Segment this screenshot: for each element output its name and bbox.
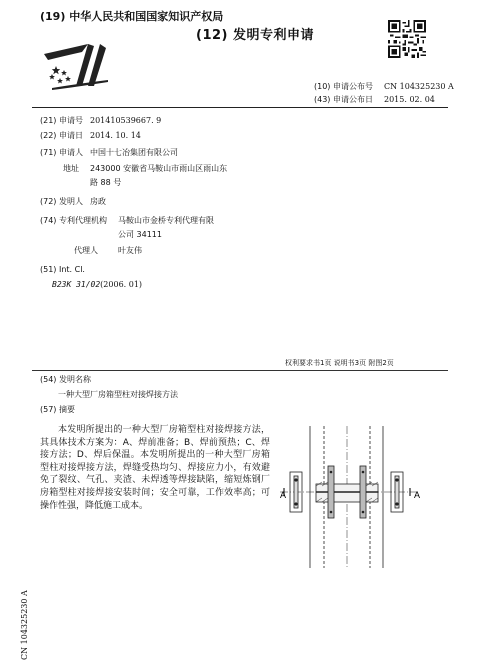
qr-code xyxy=(388,20,426,58)
applicant-label: (71) 申请人 xyxy=(40,148,83,157)
abstract-text: 本发明所提出的一种大型厂房箱型柱对接焊接方法，其具体技术方案为：A、焊前准备；B、焊前预热；C、焊接方法；D、焊后保温。本发明所提出的一种大型厂房箱型柱对接焊接方法，焊缝受热均匀、焊接应力小，有效避免了裂纹、气孔、夹渣、未焊透等焊接缺陷，缩短炼钢厂房箱型柱对接焊接安装时间；安全可靠，工作效率高；可操作性强，降低施工成本。 xyxy=(40,425,270,511)
header-divider xyxy=(32,107,448,108)
agent-name: 叶友伟 xyxy=(118,246,142,255)
abstract-label: (57) 摘要 xyxy=(40,405,75,414)
ipc-classification xyxy=(52,280,142,290)
applicant-name: 中国十七冶集团有限公司 xyxy=(90,148,178,157)
publication-number-label: (10) 申请公布号 xyxy=(314,82,373,91)
page-count-summary: 权利要求书1页 说明书3页 附图2页 xyxy=(285,359,394,367)
patent-agency-label: (74) 专利代理机构 xyxy=(40,216,107,225)
ipc-code: B23K 31/02 xyxy=(52,280,101,289)
application-date-label: (22) 申请日 xyxy=(40,131,83,140)
publication-date: 2015. 02. 04 xyxy=(384,95,435,104)
invention-title: 一种大型厂房箱型柱对接焊接方法 xyxy=(58,390,178,399)
patent-agency-line-1: 马鞍山市金桥专利代理有限 xyxy=(118,216,214,225)
ipc-version: (2006. 01) xyxy=(100,280,143,289)
box-column-joint-drawing xyxy=(280,426,450,568)
application-number-label: (21) 申请号 xyxy=(40,116,83,125)
cnipa-emblem-logo xyxy=(42,40,114,92)
application-number: 201410539667. 9 xyxy=(90,116,162,125)
document-kind-title: (12) 发明专利申请 xyxy=(196,28,314,43)
section-mark-left: A xyxy=(280,490,287,500)
issuer-heading: (19) 中华人民共和国国家知识产权局 xyxy=(40,10,224,23)
address-line-1: 243000 安徽省马鞍山市雨山区雨山东 xyxy=(90,164,228,173)
invention-title-label: (54) 发明名称 xyxy=(40,375,91,384)
patent-agency-line-2: 公司 34111 xyxy=(118,230,162,239)
address-line-2: 路 88 号 xyxy=(90,178,122,187)
side-publication-number: CN 104325230 A xyxy=(20,590,29,660)
publication-date-label: (43) 申请公布日 xyxy=(314,95,373,104)
publication-number: CN 104325230 A xyxy=(384,82,454,91)
section-mark-right: A xyxy=(414,490,421,500)
abstract-divider xyxy=(32,370,448,371)
application-date: 2014. 10. 14 xyxy=(90,131,141,140)
address-label: 地址 xyxy=(63,164,79,173)
agent-label: 代理人 xyxy=(74,246,98,255)
inventor-name: 房政 xyxy=(90,197,106,206)
int-cl-label: (51) Int. Cl. xyxy=(40,265,85,274)
inventor-label: (72) 发明人 xyxy=(40,197,83,206)
